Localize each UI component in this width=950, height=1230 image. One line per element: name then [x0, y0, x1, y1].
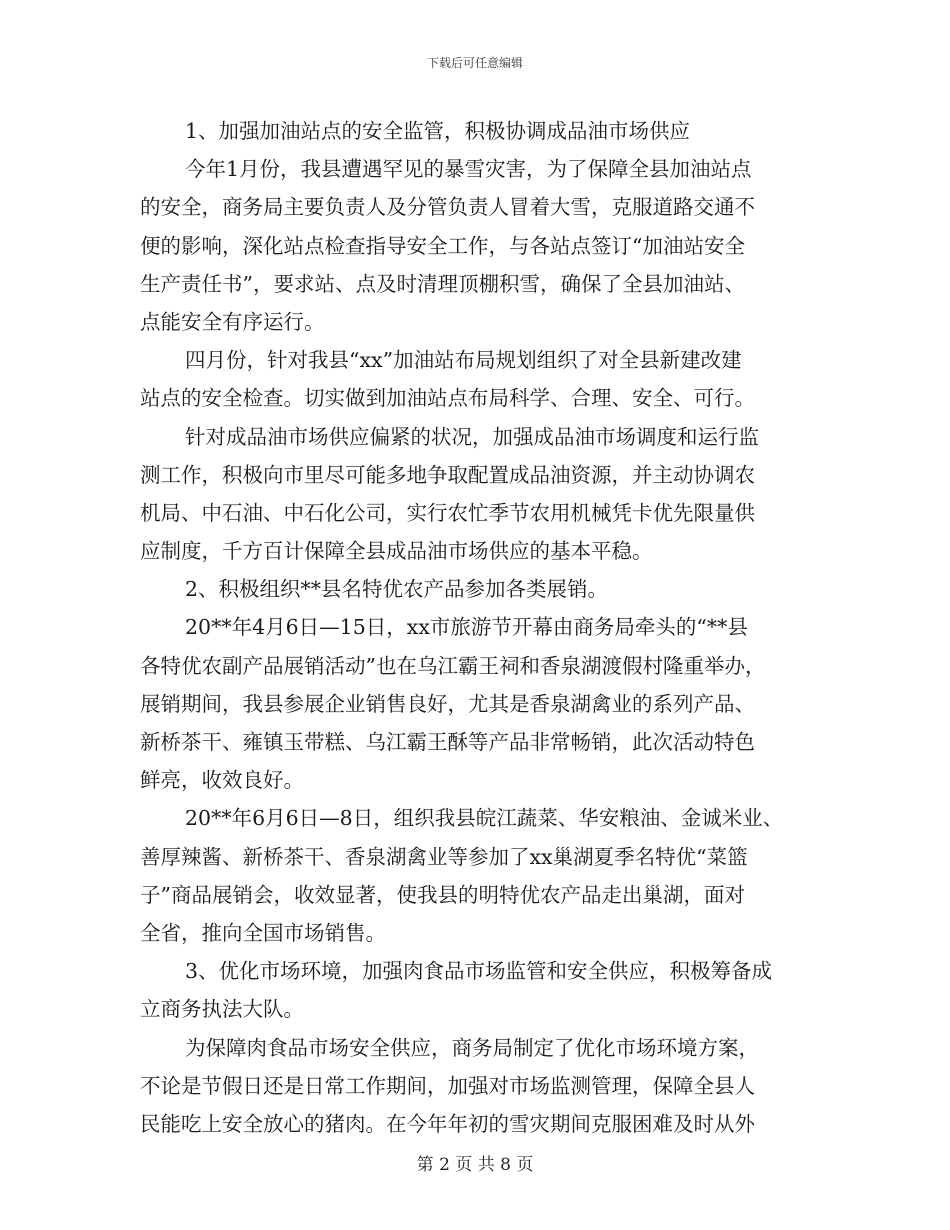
paragraph-line: 便的影响，深化站点检查指导安全工作，与各站点签订“加油站安全 [140, 233, 745, 258]
paragraph-line: 全省，推向全国市场销售。 [140, 920, 386, 945]
paragraph-line: 各特优农副产品展销活动”也在乌江霸王祠和香泉湖渡假村隆重举办， [140, 653, 766, 678]
paragraph-line: 四月份，针对我县“xx”加油站布局规划组织了对全县新建改建 [185, 348, 742, 373]
section-heading: 3、优化市场环境，加强肉食品市场监管和安全供应，积极筹备成 [185, 959, 773, 984]
paragraph-line: 测工作，积极向市里尽可能多地争取配置成品油资源，并主动协调农 [140, 462, 755, 487]
section-heading: 1、加强加油站点的安全监管，积极协调成品油市场供应 [185, 119, 691, 143]
paragraph-line: 20**年4月6日—15日，xx市旅游节开幕由商务局牵头的“**县 [185, 615, 748, 640]
paragraph-line: 子”商品展销会，收效显著，使我县的明特优农产品走出巢湖，面对 [140, 882, 745, 907]
paragraph-line: 立商务执法大队。 [140, 997, 304, 1022]
paragraph-line: 针对成品油市场供应偏紧的状况，加强成品油市场调度和运行监 [185, 424, 759, 449]
paragraph-line: 点能安全有序运行。 [140, 309, 325, 334]
page-header: 下载后可任意编辑 [426, 56, 523, 70]
document-body [140, 112, 820, 1143]
paragraph-line: 为保障肉食品市场安全供应，商务局制定了优化市场环境方案， [185, 1035, 759, 1060]
paragraph-line: 机局、中石油、中石化公司，实行农忙季节农用机械凭卡优先限量供 [140, 500, 755, 525]
paragraph-line: 的安全，商务局主要负责人及分管负责人冒着大雪，克服道路交通不 [140, 195, 755, 220]
paragraph-line: 展销期间，我县参展企业销售良好，尤其是香泉湖禽业的系列产品、 [140, 691, 755, 716]
paragraph-line: 今年1月份，我县遭遇罕见的暴雪灾害，为了保障全县加油站点 [185, 157, 752, 182]
paragraph-line: 民能吃上安全放心的猪肉。在今年年初的雪灾期间克服困难及时从外 [140, 1111, 755, 1136]
paragraph-line: 善厚辣酱、新桥茶干、香泉湖禽业等参加了xx巢湖夏季名特优“菜篮 [140, 844, 748, 869]
section-heading: 2、积极组织**县名特优农产品参加各类展销。 [185, 577, 609, 602]
paragraph-line: 不论是节假日还是日常工作期间，加强对市场监测管理，保障全县人 [140, 1073, 755, 1098]
page-footer: 第 2 页 共 8 页 [416, 1155, 534, 1175]
paragraph-line: 应制度，千方百计保障全县成品油市场供应的基本平稳。 [140, 539, 653, 564]
paragraph-line: 生产责任书”，要求站、点及时清理顶棚积雪，确保了全县加油站、 [140, 271, 745, 296]
paragraph-line: 20**年6月6日—8日，组织我县皖江蔬菜、华安粮油、金诚米业、 [185, 806, 784, 831]
paragraph-line: 新桥茶干、雍镇玉带糕、乌江霸王酥等产品非常畅销，此次活动特色 [140, 730, 755, 754]
paragraph-line: 鲜亮，收效良好。 [140, 768, 304, 793]
paragraph-line: 站点的安全检查。切实做到加油站点布局科学、合理、安全、可行。 [140, 386, 755, 411]
